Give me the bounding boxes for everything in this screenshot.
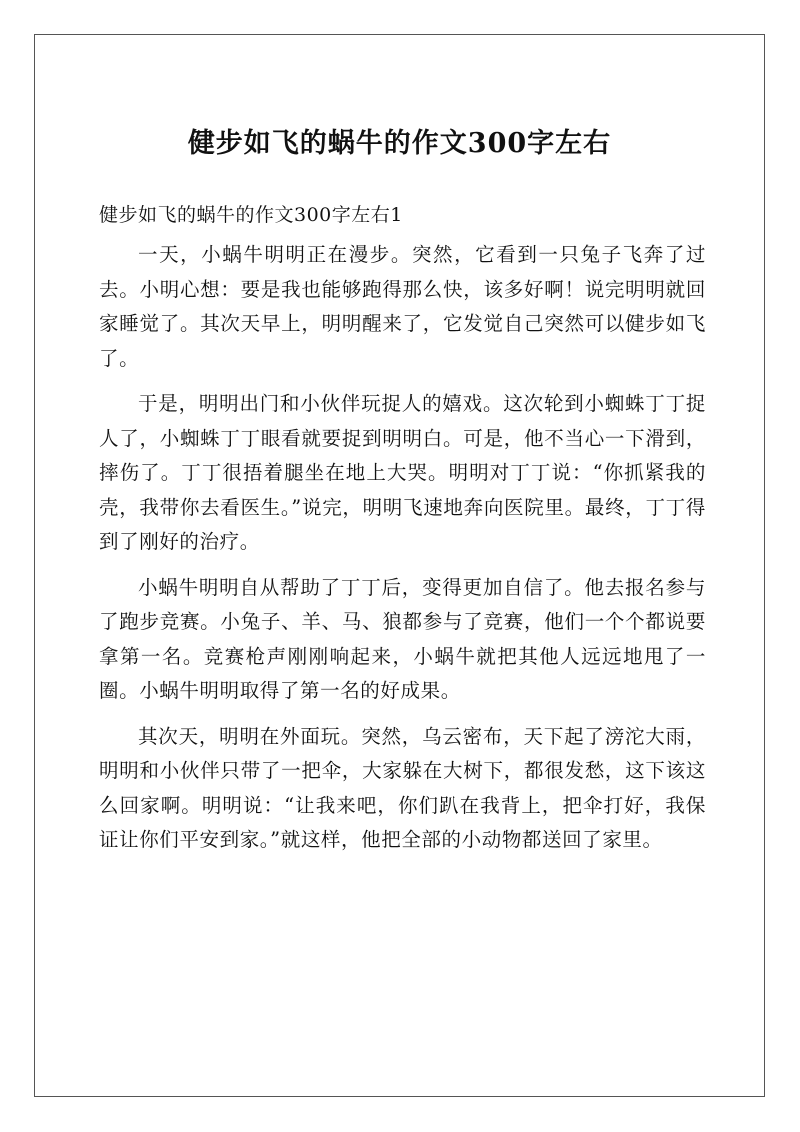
paragraph-4: 其次天，明明在外面玩。突然，乌云密布，天下起了滂沱大雨，明明和小伙伴只带了一把伞，大家躲在大树下，都很发愁，这下该这么回家啊。明明说：“让我来吧，你们趴在我背上，把伞打好，我保证让你们平安到家。”就这样，他把全部的小动物都送回了家里。 [99, 724, 706, 851]
paragraph-3: 小蜗牛明明自从帮助了丁丁后，变得更加自信了。他去报名参与了跑步竞赛。小兔子、羊、马、狼都参与了竞赛，他们一个个都说要拿第一名。竞赛枪声刚刚响起来，小蜗牛就把其他人远远地甩了一圈。小蜗牛明明取得了第一名的好成果。 [99, 575, 706, 702]
document-subtitle: 健步如飞的蜗牛的作文300字左右1 [99, 204, 403, 226]
document-body [99, 238, 706, 869]
paragraph-1: 一天，小蜗牛明明正在漫步。突然，它看到一只兔子飞奔了过去。小明心想：要是我也能够跑得那么快，该多好啊！说完明明就回家睡觉了。其次天早上，明明醒来了，它发觉自己突然可以健步如飞了。 [99, 243, 706, 370]
document-title: 健步如飞的蜗牛的作文300字左右 [187, 128, 612, 159]
paragraph-2: 于是，明明出门和小伙伴玩捉人的嬉戏。这次轮到小蜘蛛丁丁捉人了，小蜘蛛丁丁眼看就要捉到明明白。可是，他不当心一下滑到，摔伤了。丁丁很捂着腿坐在地上大哭。明明对丁丁说：“你抓紧我的壳，我带你去看医生。”说完，明明飞速地奔向医院里。最终，丁丁得到了刚好的治疗。 [99, 392, 706, 553]
